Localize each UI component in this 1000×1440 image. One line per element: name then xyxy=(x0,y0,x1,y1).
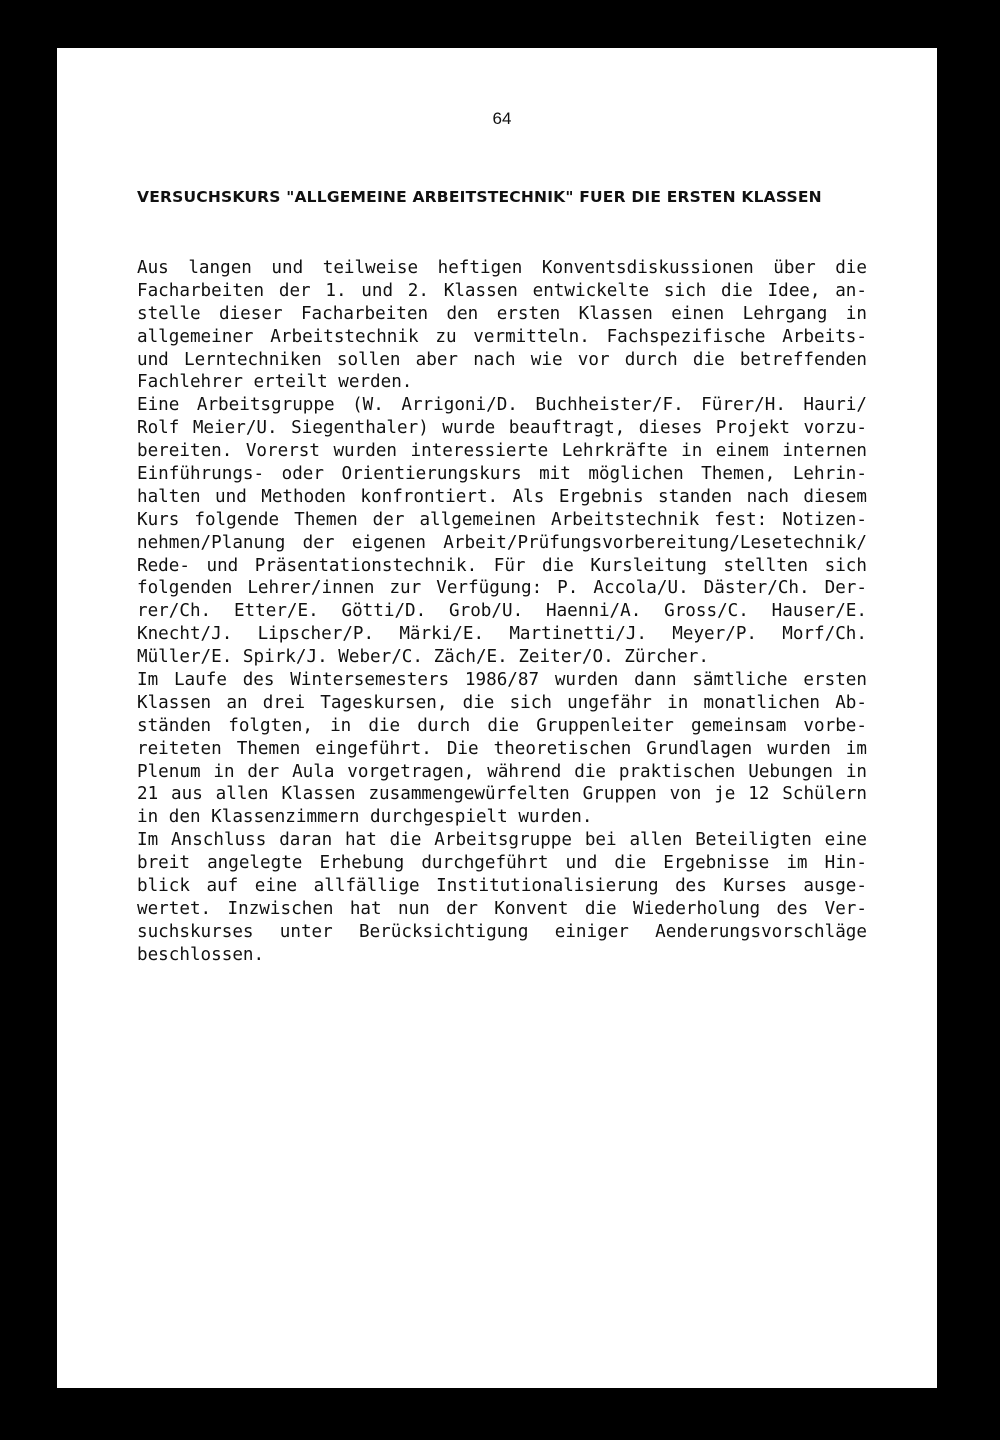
text-line: breit angelegte Erhebung durchgeführt und die Ergebnisse im Hin- xyxy=(137,853,867,874)
text-line: Im Anschluss daran hat die Arbeitsgruppe bei allen Beteiligten eine xyxy=(137,830,867,851)
text-line: bereiten. Vorerst wurden interessierte Lehrkräfte in einem internen xyxy=(137,441,867,462)
text-line: wertet. Inzwischen hat nun der Konvent die Wiederholung des Ver- xyxy=(137,898,867,919)
text-line: Rolf Meier/U. Siegenthaler) wurde beauftragt, dieses Projekt vorzu- xyxy=(137,418,867,439)
text-line: rer/Ch. Etter/E. Götti/D. Grob/U. Haenni/A. Gross/C. Hauser/E. xyxy=(137,601,867,622)
text-line: Rede- und Präsentationstechnik. Für die Kursleitung stellten sich xyxy=(137,555,867,576)
text-line: halten und Methoden konfrontiert. Als Ergebnis standen nach diesem xyxy=(137,486,867,507)
text-line: nehmen/Planung der eigenen Arbeit/Prüfungsvorbereitung/Lesetechnik/ xyxy=(137,532,867,553)
body-text xyxy=(137,257,867,967)
text-line: Einführungs- oder Orientierungskurs mit möglichen Themen, Lehrin- xyxy=(137,464,867,485)
text-line: Facharbeiten der 1. und 2. Klassen entwickelte sich die Idee, an- xyxy=(137,280,867,301)
text-line: Klassen an drei Tageskursen, die sich ungefähr in monatlichen Ab- xyxy=(137,692,867,713)
text-line: Fachlehrer erteilt werden. xyxy=(137,372,413,393)
text-line: allgemeiner Arbeitstechnik zu vermitteln. Fachspezifische Arbeits- xyxy=(137,326,867,347)
text-line: stelle dieser Facharbeiten den ersten Klassen einen Lehrgang in xyxy=(137,303,867,324)
text-line: blick auf eine allfällige Institutionalisierung des Kurses ausge- xyxy=(137,876,867,897)
text-line: suchskurses unter Berücksichtigung einiger Aenderungsvorschläge xyxy=(137,921,867,942)
text-line: beschlossen. xyxy=(137,944,265,965)
text-line: folgenden Lehrer/innen zur Verfügung: P. Accola/U. Däster/Ch. Der- xyxy=(137,578,867,599)
text-line: Eine Arbeitsgruppe (W. Arrigoni/D. Buchheister/F. Fürer/H. Hauri/ xyxy=(137,395,867,416)
document-page xyxy=(57,48,937,1388)
text-line: in den Klassenzimmern durchgespielt wurden. xyxy=(137,807,593,828)
document-heading: VERSUCHSKURS "ALLGEMEINE ARBEITSTECHNIK" FUER DIE ERSTEN KLASSEN xyxy=(137,188,822,206)
text-line: Plenum in der Aula vorgetragen, während die praktischen Uebungen in xyxy=(137,761,867,782)
text-line: Im Laufe des Wintersemesters 1986/87 wurden dann sämtliche ersten xyxy=(137,670,867,691)
text-line: Kurs folgende Themen der allgemeinen Arbeitstechnik fest: Notizen- xyxy=(137,509,867,530)
text-line: reiteten Themen eingeführt. Die theoretischen Grundlagen wurden im xyxy=(137,738,867,759)
page-number: 64 xyxy=(492,109,512,128)
text-line: 21 aus allen Klassen zusammengewürfelten Gruppen von je 12 Schülern xyxy=(137,784,867,805)
text-line: ständen folgten, in die durch die Gruppenleiter gemeinsam vorbe- xyxy=(137,715,867,736)
text-line: und Lerntechniken sollen aber nach wie vor durch die betreffenden xyxy=(137,349,867,370)
text-line: Müller/E. Spirk/J. Weber/C. Zäch/E. Zeiter/O. Zürcher. xyxy=(137,647,709,668)
text-line: Knecht/J. Lipscher/P. Märki/E. Martinetti/J. Meyer/P. Morf/Ch. xyxy=(137,624,867,645)
text-line: Aus langen und teilweise heftigen Konventsdiskussionen über die xyxy=(137,258,867,278)
